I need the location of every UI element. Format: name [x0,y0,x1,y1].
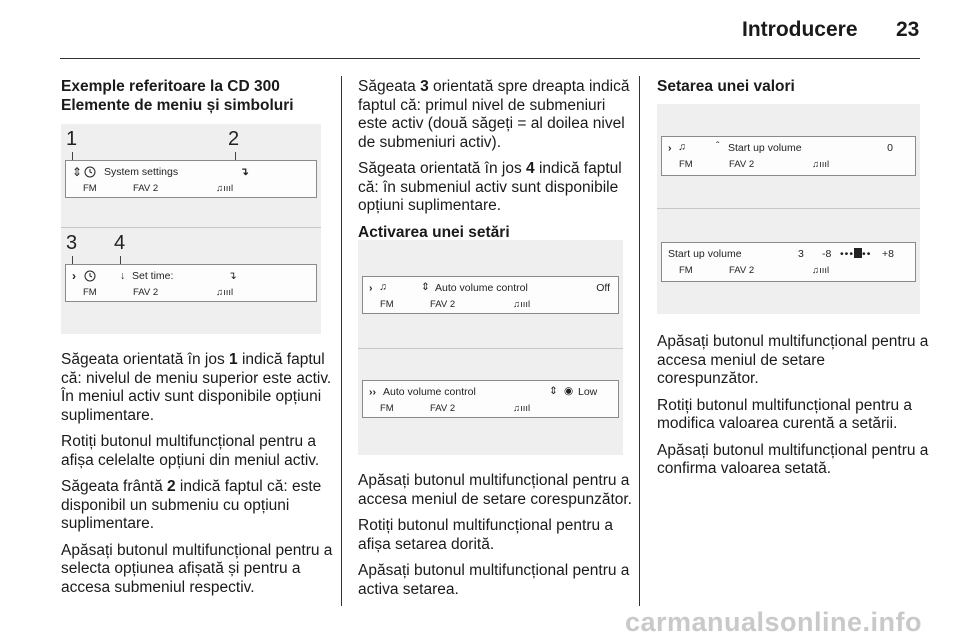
updown-arrow-icon: ⇕ [421,281,430,293]
band-label: FM [380,299,394,310]
value-slider: ••• •• [840,248,872,260]
submenu-bent-arrow-icon: ↴ [228,270,237,282]
column-2-text-top [358,78,630,242]
music-note-icon: ♫ [678,141,686,153]
column-1-headings [61,78,333,115]
display-panel-start-volume-0 [661,136,916,176]
page-number: 23 [896,18,920,41]
paragraph: Săgeata frântă 2 indică faptul că: este disponibil un submeniu cu opțiuni suplimentare. [61,478,322,532]
favourite-label: FAV 2 [729,159,755,170]
display-panel-set-time [65,264,317,302]
menu-item-label: Auto volume control [435,282,528,294]
band-label: FM [83,183,97,194]
section-subheading: Elemente de meniu și simboluri [61,96,294,114]
right-arrow-icon: › [369,282,373,294]
callout-3: 3 [66,232,78,254]
display-panel-system-settings [65,160,317,198]
column-3-heading [657,78,922,97]
column-1-text [61,351,337,605]
menu-item-label: Set time: [132,270,174,282]
callout-1: 1 [66,128,78,150]
column-2-text-bottom [358,472,634,607]
music-signal-icon: ♫ıııl [812,265,830,276]
divider [657,208,920,209]
paragraph: Rotiți butonul multifuncțional pentru a afișa celelalte opțiuni din meniul activ. [61,433,320,469]
callout-2: 2 [228,128,240,150]
right-arrow-icon: › [72,269,76,283]
updown-arrow-icon: ⇕ [549,385,558,397]
paragraph: Apăsați butonul multifuncțional pentru a accesa meniul de setare corespunzător. [358,472,632,508]
right-arrow-icon: › [668,142,672,154]
paragraph: Săgeata 3 orientată spre dreapta indică faptul că: primul nivel de submeniuri este activ (două săgeți = al doilea nivel de submeniuri activ). [358,78,630,151]
music-signal-icon: ♫ıııl [216,183,234,194]
section-heading: Exemple referitoare la CD 300 [61,78,280,95]
submenu-bent-arrow-icon: ↴ [240,166,249,178]
favourite-label: FAV 2 [729,265,755,276]
paragraph: Rotiți butonul multifuncțional pentru a modifica valoarea curentă a setării. [657,396,913,432]
setting-value: 3 [798,248,804,260]
paragraph: Apăsați butonul multifuncțional pentru a confirma valoarea setată. [657,441,929,477]
section-heading: Setarea unei valori [657,78,795,95]
scale-max-label: +8 [882,248,894,260]
divider [358,348,623,349]
favourite-label: FAV 2 [133,287,159,298]
music-signal-icon: ♫ıııl [513,299,531,310]
favourite-label: FAV 2 [430,299,456,310]
radio-selected-icon: ◉ [564,385,574,397]
figure-activate-setting [358,240,623,455]
figure-set-value [657,104,920,314]
music-note-icon: ♫ [379,281,387,293]
header-rule [60,58,920,59]
clock-icon [84,166,96,181]
column-3-text [657,333,929,487]
paragraph: Apăsați butonul multifuncțional pentru a accesa meniul de setare corespunzător. [657,333,929,387]
music-signal-icon: ♫ıııl [513,403,531,414]
display-panel-start-volume-3 [661,242,916,282]
music-signal-icon: ♫ıııl [216,287,234,298]
menu-item-label: Start up volume [728,142,802,154]
figure-menu-symbols [61,124,321,334]
watermark: carmanualsonline.info [624,607,922,637]
down-arrow-icon: ↓ [120,270,126,282]
display-panel-auto-volume-low [362,380,619,418]
column-separator [341,76,342,606]
double-right-arrow-icon: ›› [369,386,376,398]
clock-icon [84,270,96,285]
menu-item-label: Auto volume control [383,386,476,398]
favourite-label: FAV 2 [430,403,456,414]
band-label: FM [679,265,693,276]
paragraph: Apăsați butonul multifuncțional pentru a activa setarea. [358,562,630,598]
menu-item-label: Start up volume [668,248,742,260]
paragraph: Săgeata orientată în jos 4 indică faptul că: în submeniul activ sunt disponibile opțiuni suplimentare. [358,160,622,214]
paragraph: Săgeata orientată în jos 1 indică faptul că: nivelul de meniu superior este activ. În meniul activ sunt disponibile opțiuni suplimentare. [61,351,332,424]
callout-4: 4 [114,232,126,254]
display-panel-auto-volume-off [362,276,619,314]
page-header-title: Introducere [742,18,858,41]
paragraph: Apăsați butonul multifuncțional pentru a selecta opțiunea afișată și pentru a accesa submeniul respectiv. [61,541,333,596]
updown-arrow-icon: ⇕ [72,165,83,179]
band-label: FM [83,287,97,298]
section-heading: Activarea unei setări [358,223,510,241]
band-label: FM [679,159,693,170]
paragraph: Rotiți butonul multifuncțional pentru a afișa setarea dorită. [358,517,614,553]
divider [61,227,321,228]
scale-min-label: -8 [822,248,832,260]
favourite-label: FAV 2 [133,183,159,194]
setting-value: 0 [887,142,893,154]
setting-value: Off [596,282,610,294]
menu-item-label: System settings [104,166,179,178]
up-arrow-icon: ˆ [716,140,720,152]
column-separator [639,76,640,606]
setting-value: Low [578,386,598,398]
band-label: FM [380,403,394,414]
music-signal-icon: ♫ıııl [812,159,830,170]
